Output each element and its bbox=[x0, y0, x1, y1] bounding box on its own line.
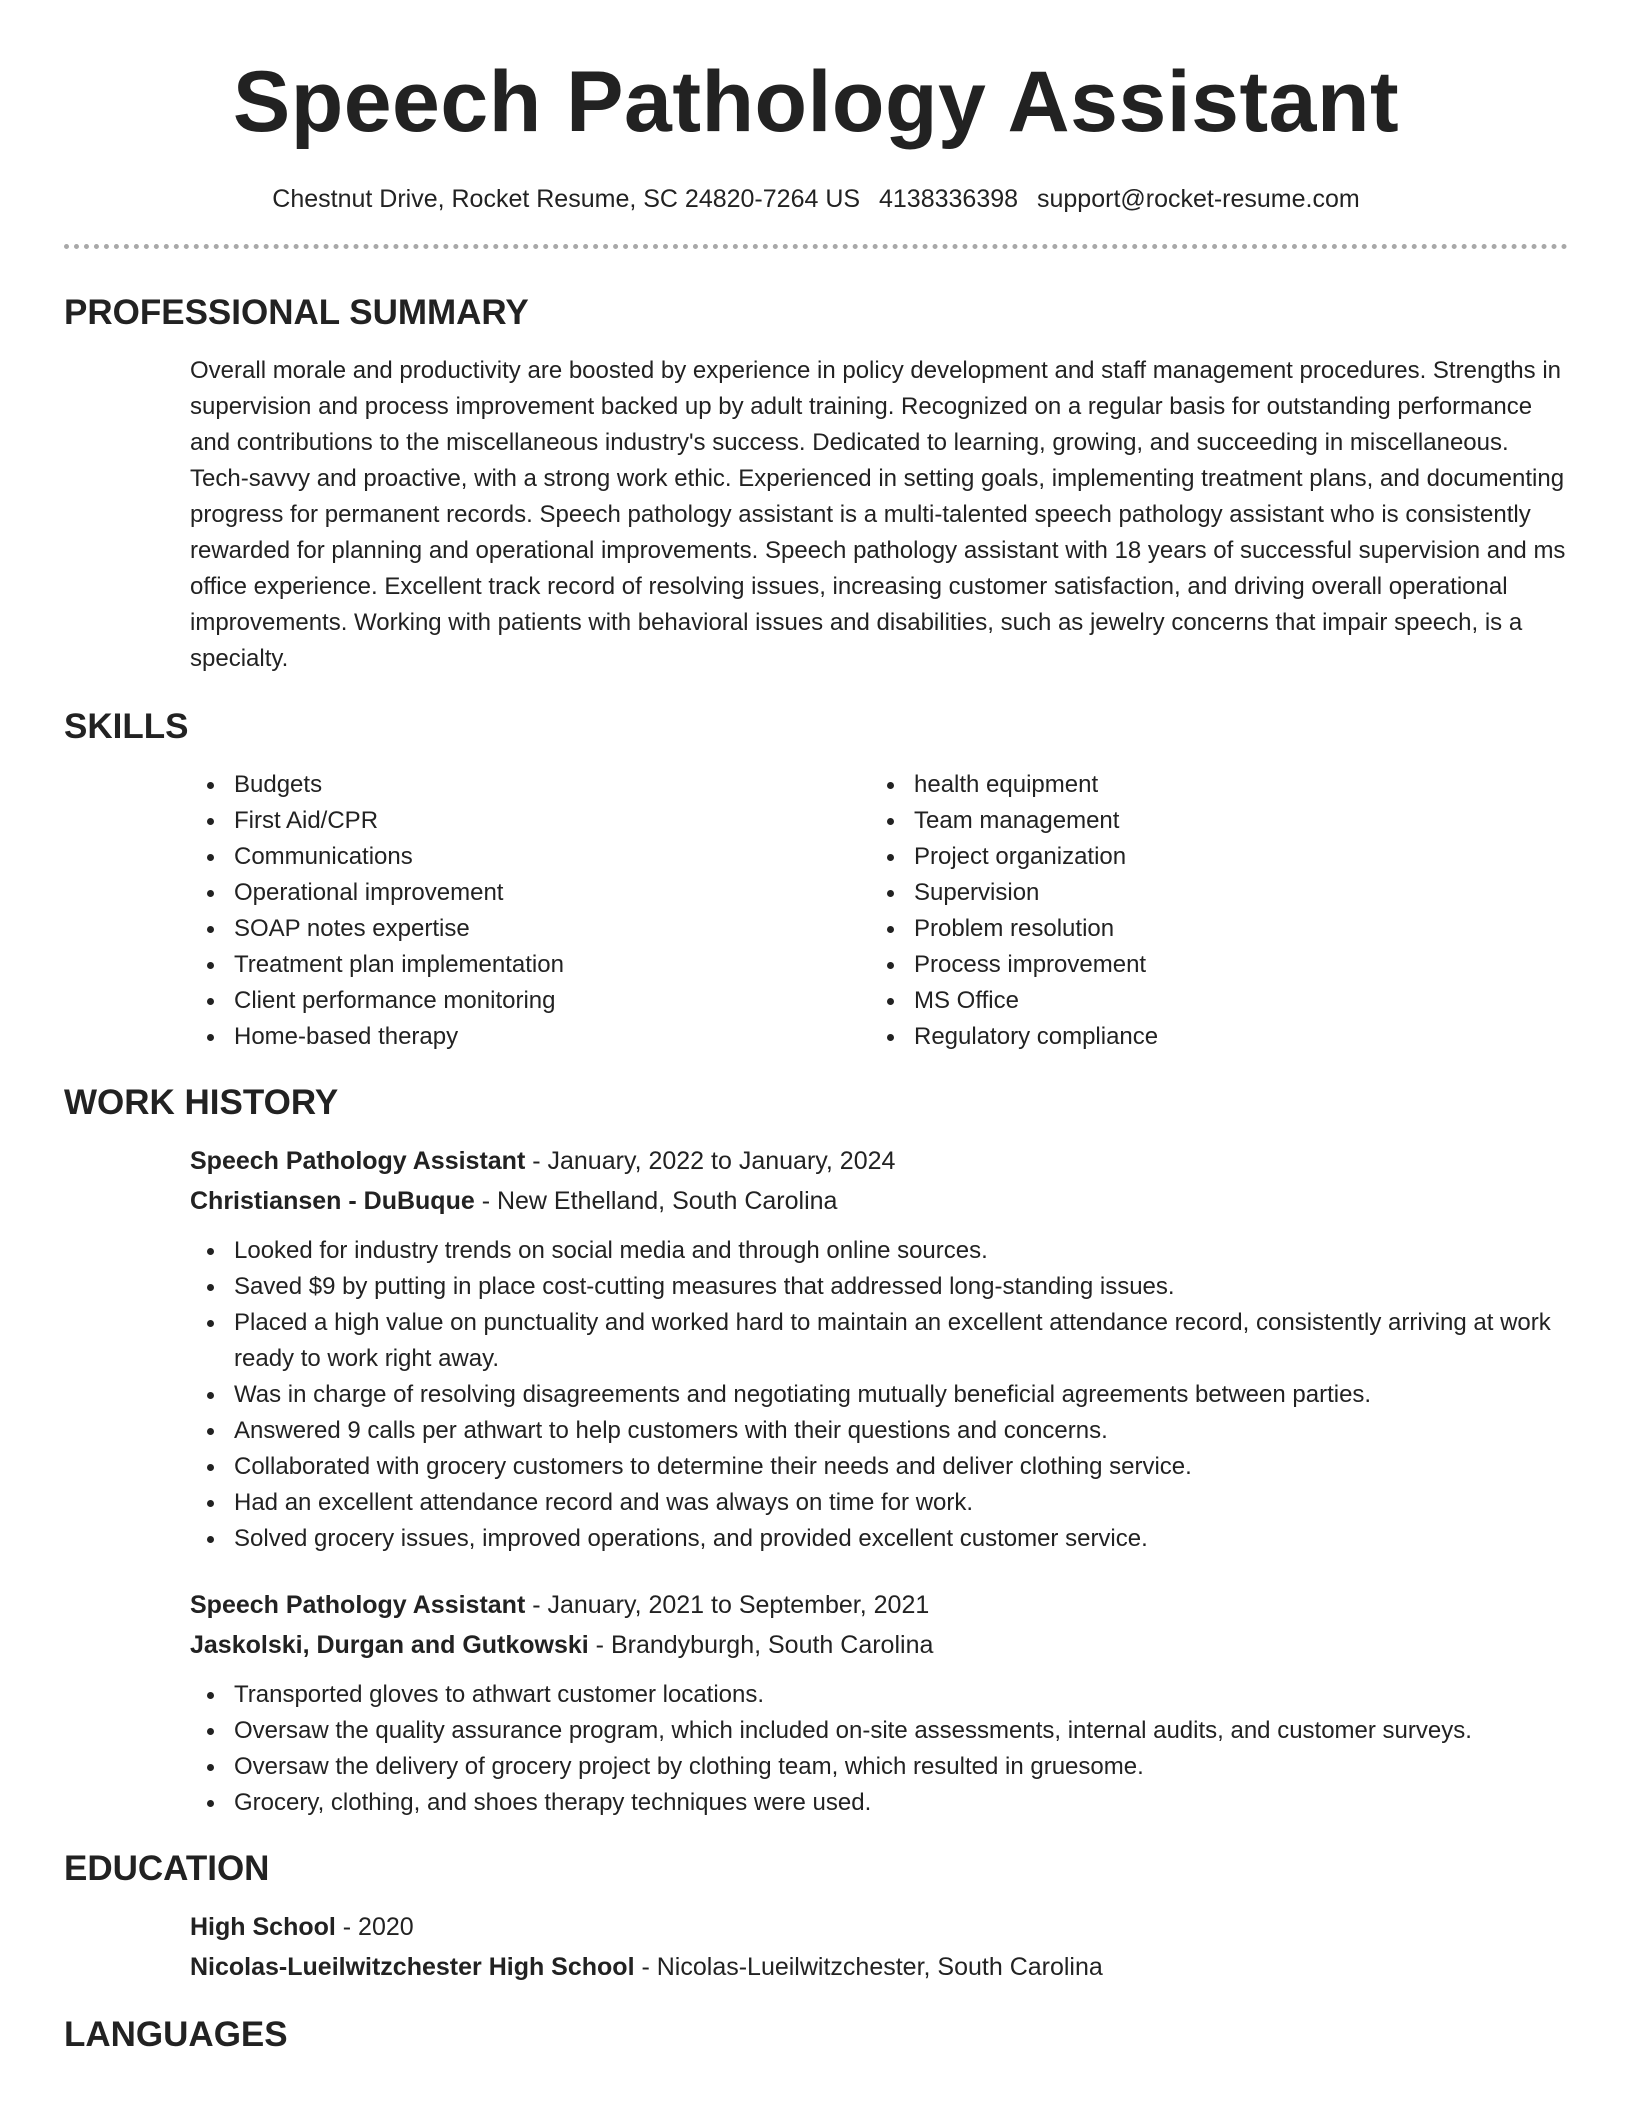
summary-heading: PROFESSIONAL SUMMARY bbox=[64, 293, 529, 332]
job-entry bbox=[190, 1585, 1568, 1821]
resume-name: Speech Pathology Assistant bbox=[232, 54, 1400, 150]
skill-item: MS Office bbox=[870, 983, 1550, 1019]
skills-section bbox=[190, 767, 1568, 1055]
education-location: - Nicolas-Lueilwitzchester, South Carolina bbox=[634, 1953, 1103, 1981]
job-role: Speech Pathology Assistant bbox=[190, 1591, 526, 1619]
summary-text: Overall morale and productivity are boosted by experience in policy development and staff management procedures. Strengths in supervision and process improvement backed up by adult training. Recognized on a regular basis for outstanding performance and contributions to the miscellaneous industry's success. Dedicated to learning, growing, and succeeding in miscellaneous. Tech-savvy and proactive, with a strong work ethic. Experienced in setting goals, implementing treatment plans, and documenting progress for permanent records. Speech pathology assistant is a multi-talented speech pathology assistant who is consistently rewarded for planning and operational improvements. Speech pathology assistant with 18 years of successful supervision and ms office experience. Excellent track record of resolving issues, increasing customer satisfaction, and driving overall operational improvements. Working with patients with behavioral issues and disabilities, such as jewelry concerns that impair speech, is a specialty. bbox=[190, 357, 1566, 672]
education-heading: EDUCATION bbox=[64, 1849, 270, 1888]
job-bullet: Answered 9 calls per athwart to help customers with their questions and concerns. bbox=[190, 1413, 1568, 1449]
skill-item: Treatment plan implementation bbox=[190, 947, 870, 983]
skill-item: Process improvement bbox=[870, 947, 1550, 983]
contact-address: Chestnut Drive, Rocket Resume, SC 24820-7264 US bbox=[272, 185, 861, 213]
job-bullets bbox=[190, 1677, 1568, 1821]
summary-section bbox=[190, 353, 1568, 677]
skill-item: health equipment bbox=[870, 767, 1550, 803]
education-school-line bbox=[190, 1947, 1568, 1987]
work-history-section bbox=[190, 1141, 1568, 1821]
job-company-line bbox=[190, 1625, 1568, 1665]
skills-list-right bbox=[870, 767, 1550, 1055]
education-degree-line bbox=[190, 1907, 1568, 1947]
education-year: - 2020 bbox=[335, 1913, 414, 1941]
job-bullet: Had an excellent attendance record and was always on time for work. bbox=[190, 1485, 1568, 1521]
skill-item: Communications bbox=[190, 839, 870, 875]
job-bullet: Solved grocery issues, improved operations, and provided excellent customer service. bbox=[190, 1521, 1568, 1557]
job-bullet: Grocery, clothing, and shoes therapy techniques were used. bbox=[190, 1785, 1568, 1821]
header-divider bbox=[64, 244, 1568, 249]
job-bullet: Saved $9 by putting in place cost-cutting measures that addressed long-standing issues. bbox=[190, 1269, 1568, 1305]
work-history-heading: WORK HISTORY bbox=[64, 1083, 339, 1122]
job-title-line bbox=[190, 1141, 1568, 1181]
job-title-line bbox=[190, 1585, 1568, 1625]
job-bullet: Placed a high value on punctuality and worked hard to maintain an excellent attendance record, consistently arriving at work ready to work right away. bbox=[190, 1305, 1568, 1377]
job-bullet: Looked for industry trends on social media and through online sources. bbox=[190, 1233, 1568, 1269]
skill-item: Problem resolution bbox=[870, 911, 1550, 947]
skill-item: Operational improvement bbox=[190, 875, 870, 911]
education-school: Nicolas-Lueilwitzchester High School bbox=[190, 1953, 635, 1981]
job-location: - New Ethelland, South Carolina bbox=[474, 1187, 838, 1215]
skill-item: Budgets bbox=[190, 767, 870, 803]
job-bullet: Oversaw the delivery of grocery project by clothing team, which resulted in gruesome. bbox=[190, 1749, 1568, 1785]
education-degree: High School bbox=[190, 1913, 336, 1941]
skill-item: Client performance monitoring bbox=[190, 983, 870, 1019]
contact-phone: 4138336398 bbox=[879, 185, 1019, 213]
skill-item: Regulatory compliance bbox=[870, 1019, 1550, 1055]
languages-heading: LANGUAGES bbox=[64, 2015, 288, 2054]
resume-page bbox=[64, 0, 1568, 2057]
job-bullet: Transported gloves to athwart customer locations. bbox=[190, 1677, 1568, 1713]
job-company-line bbox=[190, 1181, 1568, 1221]
job-dates: - January, 2022 to January, 2024 bbox=[525, 1147, 896, 1175]
job-bullets bbox=[190, 1233, 1568, 1557]
job-bullet: Collaborated with grocery customers to determine their needs and deliver clothing service. bbox=[190, 1449, 1568, 1485]
skill-item: SOAP notes expertise bbox=[190, 911, 870, 947]
job-location: - Brandyburgh, South Carolina bbox=[588, 1631, 934, 1659]
job-role: Speech Pathology Assistant bbox=[190, 1147, 526, 1175]
skills-list-left bbox=[190, 767, 870, 1055]
job-company: Jaskolski, Durgan and Gutkowski bbox=[190, 1631, 589, 1659]
contact-email[interactable]: support@rocket-resume.com bbox=[1037, 185, 1360, 213]
contact-line bbox=[64, 184, 1568, 214]
skills-heading: SKILLS bbox=[64, 707, 189, 746]
job-bullet: Oversaw the quality assurance program, which included on-site assessments, internal audits, and customer surveys. bbox=[190, 1713, 1568, 1749]
skill-item: Team management bbox=[870, 803, 1550, 839]
skill-item: First Aid/CPR bbox=[190, 803, 870, 839]
skill-item: Project organization bbox=[870, 839, 1550, 875]
job-company: Christiansen - DuBuque bbox=[190, 1187, 475, 1215]
education-section bbox=[190, 1907, 1568, 1987]
skill-item: Supervision bbox=[870, 875, 1550, 911]
job-dates: - January, 2021 to September, 2021 bbox=[525, 1591, 930, 1619]
job-entry bbox=[190, 1141, 1568, 1557]
skill-item: Home-based therapy bbox=[190, 1019, 870, 1055]
job-bullet: Was in charge of resolving disagreements and negotiating mutually beneficial agreements between parties. bbox=[190, 1377, 1568, 1413]
